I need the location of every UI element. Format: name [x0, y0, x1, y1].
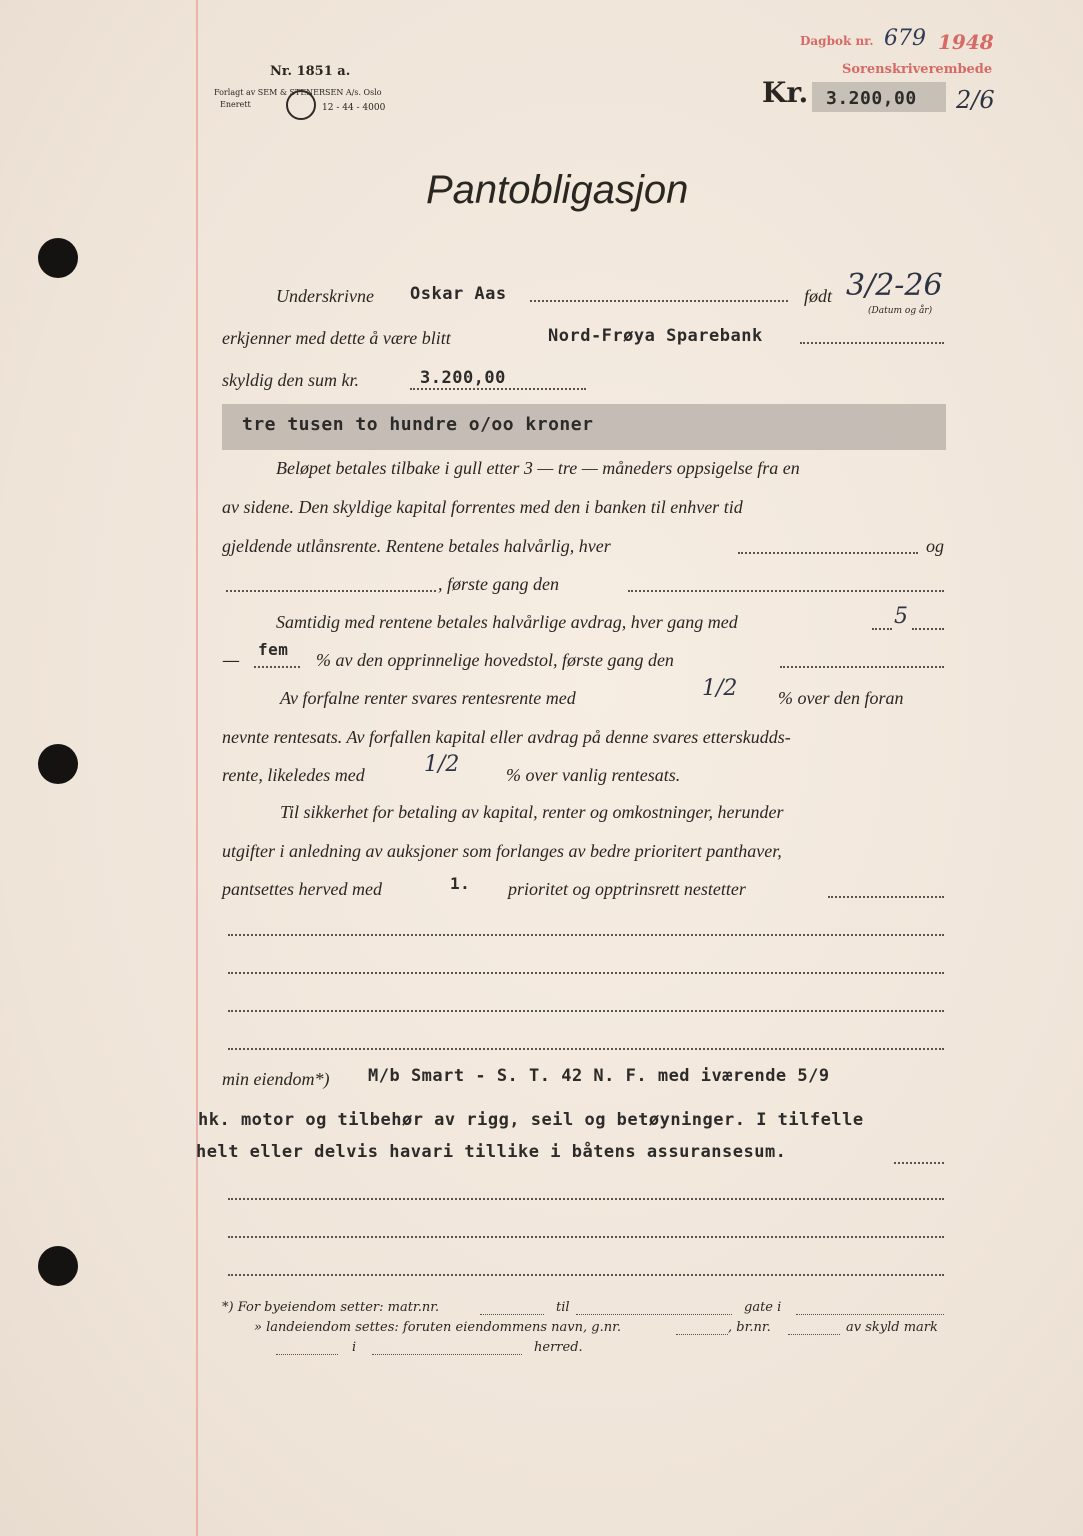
born-date: 3/2-26: [846, 268, 943, 303]
dotted-line: [788, 1334, 840, 1335]
installment-number: 5: [894, 604, 908, 629]
dotted-line: [480, 1314, 544, 1315]
para3-line2: nevnte rentesats. Av forfallen kapital eller avdrag på denne svares etterskudds-: [222, 727, 791, 747]
dotted-line: [676, 1334, 728, 1335]
dotted-line: [276, 1354, 338, 1355]
para1-line3: gjeldende utlånsrente. Rentene betales halvårlig, hver: [222, 536, 611, 556]
dash: —: [222, 650, 240, 671]
priority-value: 1.: [450, 874, 471, 893]
amount-in-words: tre tusen to hundre o/oo kroner: [242, 414, 594, 435]
dotted-line: [410, 388, 586, 390]
footnote-line1-c: gate i: [744, 1300, 782, 1315]
blank-line: [228, 1274, 944, 1276]
office-stamp: Sorenskriverembede: [842, 62, 993, 77]
dotted-line: [628, 590, 944, 592]
property-line3: helt eller delvis havari tillike i båtens assuransesum.: [196, 1142, 787, 1162]
footnote-line3-a: i: [352, 1340, 357, 1355]
kr-amount: 3.200,00: [826, 88, 917, 109]
dotted-line: [894, 1162, 944, 1164]
property-line2: hk. motor og tilbehør av rigg, seil og betøyninger. I tilfelle: [198, 1110, 864, 1130]
dotted-line: [576, 1314, 732, 1315]
form-code: 12 - 44 - 4000: [322, 103, 386, 113]
para1-line2: av sidene. Den skyldige kapital forrentes med den i banken til enhver tid: [222, 497, 743, 517]
kr-label: Kr.: [762, 76, 809, 109]
publisher-line: Forlagt av SEM & STENERSEN A/s. Oslo: [214, 88, 382, 97]
footnote-line1-a: *) For byeiendom setter: matr.nr.: [222, 1300, 440, 1315]
acknowledge-label: erkjenner med dette å være blitt: [222, 328, 451, 348]
para1-line4: , første gang den: [438, 574, 559, 594]
para1-line3-end: og: [926, 536, 944, 556]
footnote-line2-c: av skyld mark: [846, 1320, 938, 1335]
born-label: født: [804, 286, 833, 306]
born-hint: (Datum og år): [868, 306, 933, 316]
dotted-line: [780, 666, 944, 668]
para2-line1: Samtidig med rentene betales halvårlige avdrag, hver gang med: [276, 612, 738, 632]
para1-line1: Beløpet betales tilbake i gull etter 3 — tre — måneders oppsigelse fra en: [276, 458, 800, 478]
para3-line1-a: Av forfalne renter svares rentesrente med: [280, 688, 576, 708]
property-line1: M/b Smart - S. T. 42 N. F. med iværende 5/9: [368, 1066, 830, 1086]
property-label: min eiendom*): [222, 1069, 330, 1089]
blank-line: [228, 1010, 944, 1012]
para4-line2: utgifter i anledning av auksjoner som forlanges av bedre prioritert panthaver,: [222, 841, 782, 861]
owed-amount: 3.200,00: [420, 368, 506, 388]
blank-line: [228, 1048, 944, 1050]
rights-line: Enerett: [220, 100, 251, 109]
footnote-line2-a: » landeiendom settes: foruten eiendommens navn, g.nr.: [254, 1320, 621, 1335]
para3-line3-b: % over vanlig rentesats.: [506, 765, 681, 785]
dotted-line: [226, 590, 436, 592]
dotted-line: [796, 1314, 944, 1315]
journal-year: 1948: [938, 30, 994, 54]
dotted-line: [800, 342, 944, 344]
dotted-line: [872, 628, 892, 630]
creditor-name: Nord-Frøya Sparebank: [548, 326, 763, 346]
dotted-line: [828, 896, 944, 898]
footnote-line3-b: herred.: [534, 1340, 583, 1355]
dotted-line: [254, 666, 300, 668]
document-title: Pantobligasjon: [426, 168, 689, 212]
para4-line3-a: pantsettes herved med: [222, 879, 382, 899]
dotted-line: [738, 552, 918, 554]
footnote-line1-b: til: [556, 1300, 570, 1315]
undersigned-name: Oskar Aas: [410, 284, 507, 304]
punch-hole: [38, 238, 78, 278]
dotted-line: [912, 628, 944, 630]
dotted-line: [530, 300, 788, 302]
blank-line: [228, 1236, 944, 1238]
punch-hole: [38, 744, 78, 784]
interest-rate: 1/2: [702, 676, 738, 701]
para4-line1: Til sikkerhet for betaling av kapital, renter og omkostninger, herunder: [280, 802, 784, 822]
dotted-line: [372, 1354, 522, 1355]
journal-stamp-label: Dagbok nr.: [800, 34, 874, 48]
date-note: 2/6: [956, 86, 995, 114]
undersigned-label: Underskrivne: [276, 286, 374, 306]
blank-line: [228, 934, 944, 936]
journal-number: 679: [884, 26, 926, 51]
footnote-line2-b: , br.nr.: [728, 1320, 771, 1335]
para2-line2: % av den opprinnelige hovedstol, første gang den: [316, 650, 674, 670]
blank-line: [228, 1198, 944, 1200]
blank-line: [228, 972, 944, 974]
punch-hole: [38, 1246, 78, 1286]
late-interest-rate: 1/2: [424, 752, 460, 777]
margin-rule: [196, 0, 198, 1536]
para3-line1-b: % over den foran: [778, 688, 904, 708]
owed-label: skyldig den sum kr.: [222, 370, 359, 390]
installment-word: fem: [258, 640, 289, 659]
publisher-logo-icon: [286, 90, 316, 120]
para4-line3-b: prioritet og opptrinsrett nestetter: [508, 879, 746, 899]
form-number: Nr. 1851 a.: [270, 64, 351, 79]
para3-line3-a: rente, likeledes med: [222, 765, 365, 785]
